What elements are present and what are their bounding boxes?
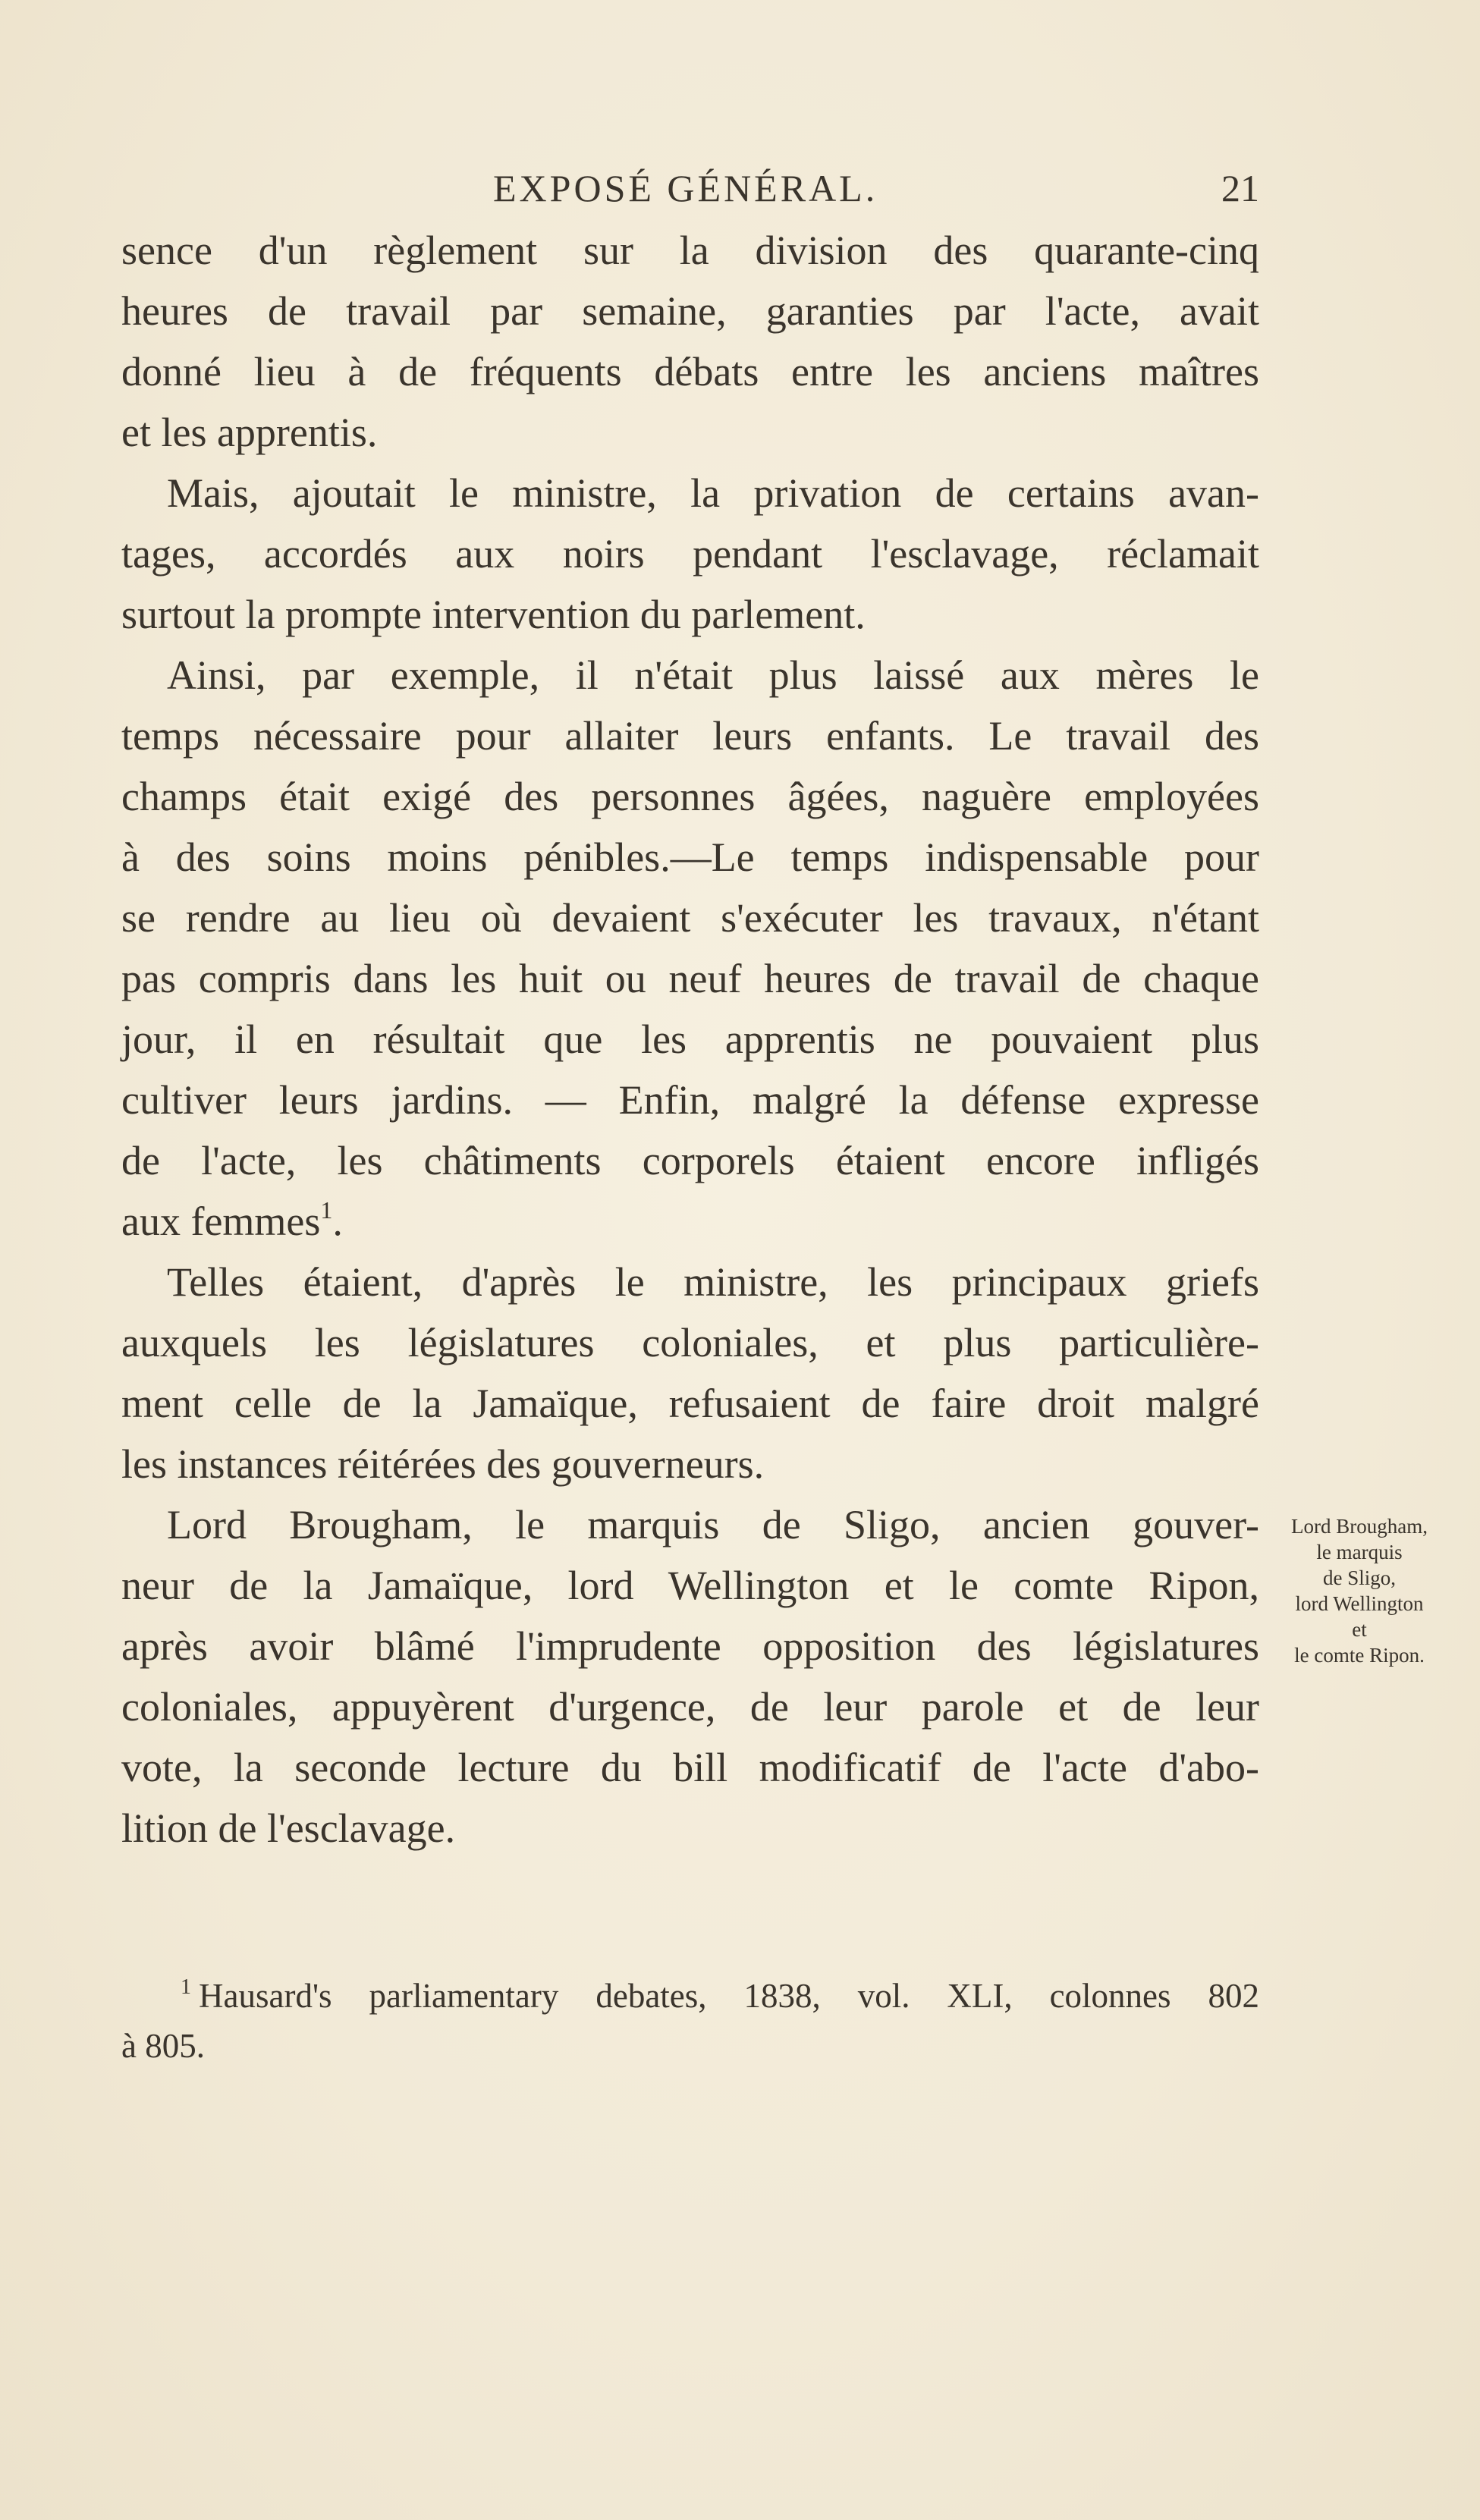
text-line: coloniales, appuyèrent d'urgence, de leur parole et de leur [121, 1684, 1259, 1730]
text-line: à des soins moins pénibles.—Le temps indispensable pour [121, 834, 1259, 880]
footnote-reference: 1 [320, 1196, 333, 1224]
footnote-line [121, 1971, 1259, 2021]
text-line: temps nécessaire pour allaiter leurs enfants. Le travail des [121, 713, 1259, 759]
text-line: lition de l'esclavage. [121, 1805, 456, 1851]
body-text [121, 220, 1259, 1859]
text-line: donné lieu à de fréquents débats entre les anciens maîtres [121, 349, 1259, 394]
text-line: Telles étaient, d'après le ministre, les principaux griefs [167, 1259, 1259, 1305]
text-line: et les apprentis. [121, 410, 378, 455]
margin-note-line: le marquis [1316, 1541, 1403, 1563]
text-line: cultiver leurs jardins. — Enfin, malgré la défense expresse [121, 1077, 1259, 1123]
text-line: après avoir blâmé l'imprudente opposition des législatures [121, 1623, 1259, 1669]
margin-note-line: et [1352, 1618, 1367, 1641]
running-title: EXPOSÉ GÉNÉRAL. [493, 167, 878, 209]
text-line: champs était exigé des personnes âgées, naguère employées [121, 774, 1259, 819]
text-line: jour, il en résultait que les apprentis ne pouvaient plus [121, 1016, 1259, 1062]
text-line: pas compris dans les huit ou neuf heures de travail de chaque [121, 956, 1259, 1001]
margin-note [1261, 1513, 1458, 1668]
footnote-line: à 805. [121, 2027, 205, 2065]
margin-note-line: le comte Ripon. [1294, 1644, 1425, 1667]
text-line: surtout la prompte intervention du parlement. [121, 592, 866, 637]
page-header [121, 165, 1259, 211]
footnote-text: Hausard's parliamentary debates, 1838, vol. XLI, colonnes 802 [199, 1977, 1259, 2015]
text-line: de l'acte, les châtiments corporels étaient encore infligés [121, 1138, 1259, 1183]
period-glyph: . [332, 1199, 343, 1244]
text-line: vote, la seconde lecture du bill modificatif de l'acte d'abo- [121, 1745, 1259, 1790]
text-line: sence d'un règlement sur la division des quarante-cinq [121, 228, 1259, 273]
margin-note-line: de Sligo, [1322, 1566, 1396, 1589]
text-line: Ainsi, par exemple, il n'était plus laissé aux mères le [167, 652, 1259, 698]
text-line: tages, accordés aux noirs pendant l'esclavage, réclamait [121, 531, 1259, 577]
text-line: neur de la Jamaïque, lord Wellington et le comte Ripon, [121, 1563, 1259, 1608]
text-line: Mais, ajoutait le ministre, la privation de certains avan- [167, 470, 1259, 516]
margin-note-line: Lord Brougham, [1291, 1515, 1428, 1538]
text-line: Lord Brougham, le marquis de Sligo, ancien gouver- [167, 1502, 1259, 1548]
text-line [121, 1191, 1259, 1252]
footnote [121, 1971, 1259, 2071]
text-line-content: aux femmes [121, 1199, 321, 1244]
text-line: heures de travail par semaine, garanties par l'acte, avait [121, 288, 1259, 334]
text-line: auxquels les législatures coloniales, et plus particulière- [121, 1320, 1259, 1365]
margin-note-line: lord Wellington [1295, 1592, 1424, 1615]
page-number: 21 [1221, 167, 1259, 209]
text-line: les instances réitérées des gouverneurs. [121, 1441, 765, 1487]
text-line: se rendre au lieu où devaient s'exécuter les travaux, n'étant [121, 895, 1259, 941]
text-line: ment celle de la Jamaïque, refusaient de faire droit malgré [121, 1381, 1259, 1426]
footnote-number: 1 [181, 1975, 191, 1999]
